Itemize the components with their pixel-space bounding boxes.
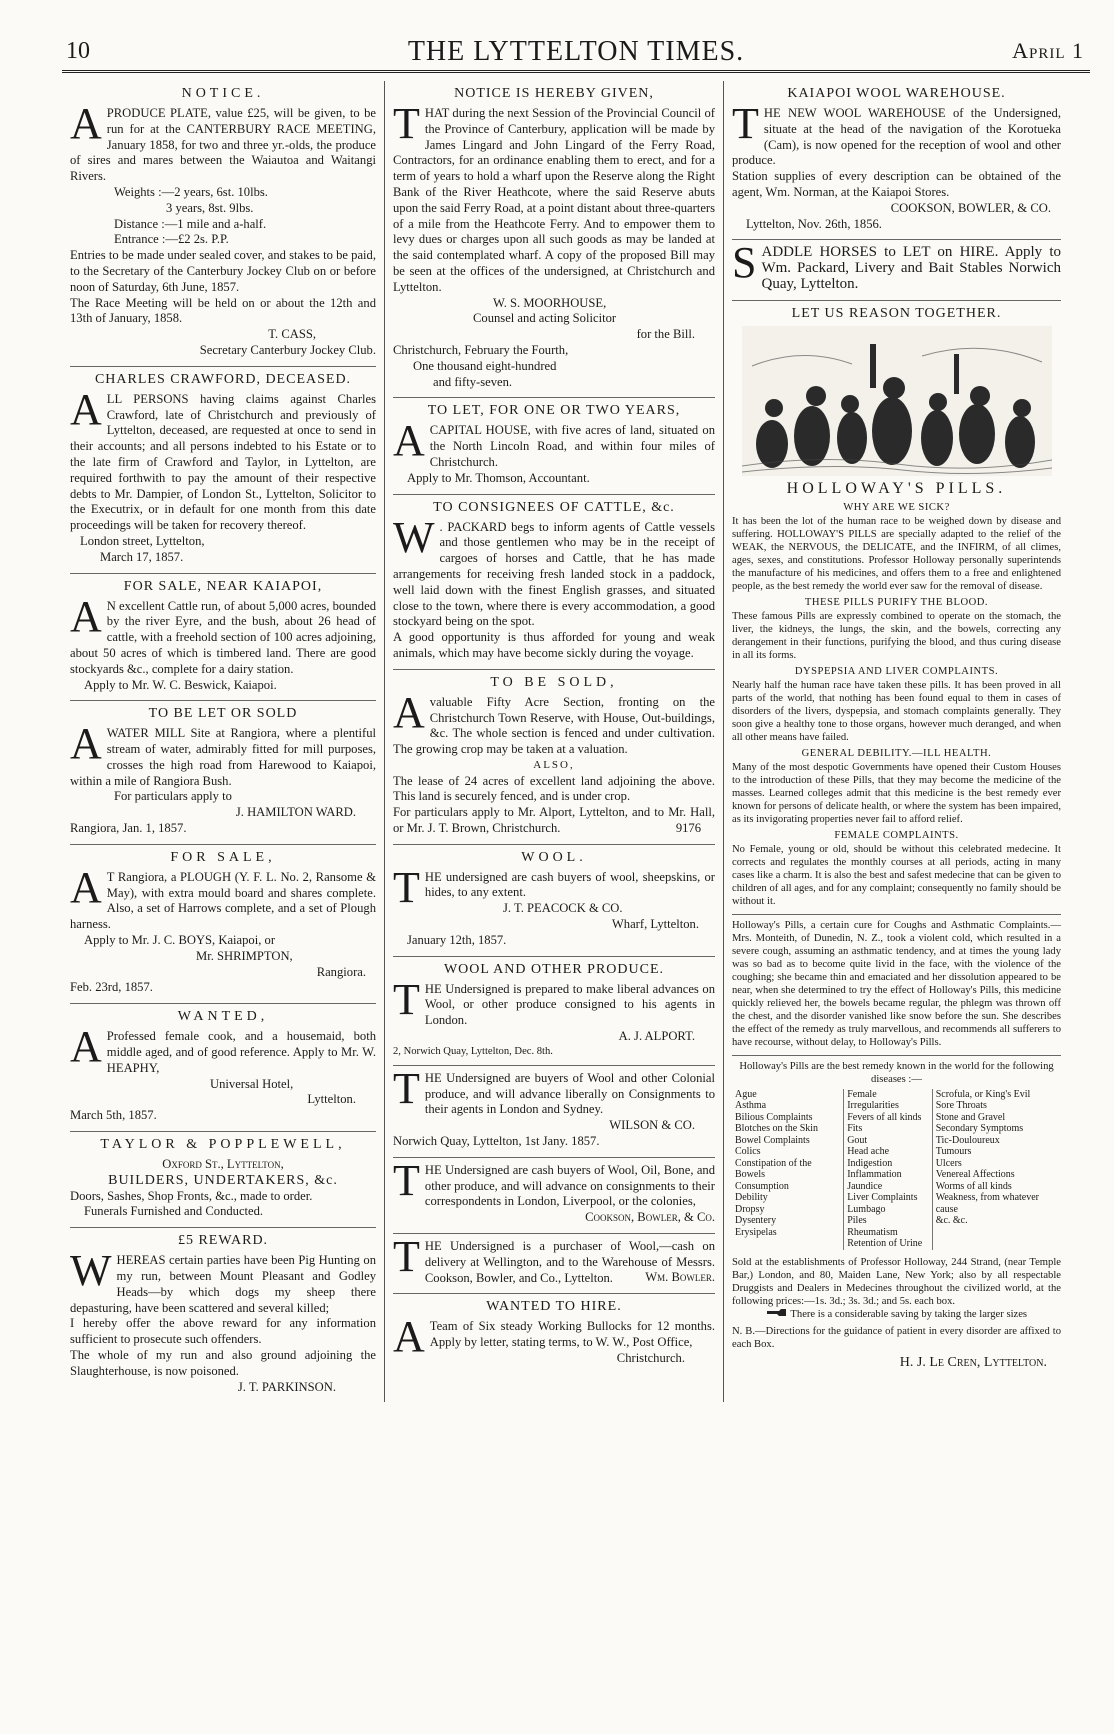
ad-line: March 5th, 1857. [70,1108,157,1123]
ad-body: HEREAS certain parties have been Pig Hunting on my run, between Mount Pleasant and Godley Heads—by which dogs my sheep there depasturing, have been scattered and several killed; [70,1253,376,1315]
disease-item: Indigestion [847,1157,893,1169]
ad-body: Entries to be made under sealed cover, and stakes to be paid, to the Secretary of the Canterbury Jockey Club on or before noon of Saturday, 6th June, 1857. [70,248,376,294]
ad-body: Station supplies of every description can be obtained of the agent, Wm. Norman, at the Kaiapoi Stores. [732,169,1061,199]
ad-taylor-popplewell [70,1132,376,1228]
disease-item: Tic-Douloureux [935,1134,1000,1146]
ad-heading: NOTICE. [181,86,265,101]
ad-body: T Rangiora, a PLOUGH (Y. F. L. No. 2, Ransome & May), with extra mould board and shares complete. Also, a set of Harrows complete, and a set of Plough harness. [70,869,376,932]
ad-body: HE NEW WOOL WAREHOUSE of the Undersigned, situate at the head of the navigation of the Korotueka (Cam), is now opened for the reception of wool and other produce. [732,106,1061,168]
ad-line: Oxford St., Lyttelton, [162,1157,284,1172]
section-title: GENERAL DEBILITY.—ILL HEALTH. [801,747,992,759]
diseases-intro: Holloway's Pills are the best remedy known in the world for the following diseases :— [739,1060,1054,1085]
ad-body: WATER MILL Site at Rangiora, where a plentiful stream of water, admirably fitted for mill purposes, crosses the high road from Harewood to Kaiapoi, within a mile of Rangiora Bush. [70,726,376,788]
column-3 [724,81,1069,1402]
disease-item: Retention of Urine [847,1238,923,1250]
disease-item: Dropsy [735,1203,765,1215]
ad-saddle-horses [732,240,1061,300]
disease-item: Blotches on the Skin [735,1123,819,1135]
drop-cap: T [393,1232,420,1282]
disease-item: Scrofula, or King's Evil [935,1088,1031,1100]
ad-signature: for the Bill. [636,327,695,342]
ad-heading: WOOL AND OTHER PRODUCE. [443,961,665,977]
drop-cap: T [393,862,420,912]
drop-cap: A [393,416,425,466]
ad-body: LL PERSONS having claims against Charles Crawford, late of Christchurch and previously of Lyttelton, deceased, are requested at once to send in their accounts; and all persons indebted to his Estate or to the late firm of Crawford and Taylor, in Lyttelton, are required forthwith to pay the amount of their respective debts to Mr. Dampier, of London St., Lyttelton, Solicitor to the Executrix, or in default for one month from this date proceedings will be taken for recovery thereof. [70,391,376,533]
section-title: FEMALE COMPLAINTS. [834,829,959,841]
ad-body: ADDLE HORSES to LET on HIRE. Apply to Wm. Packard, Livery and Bait Stables Norwich Quay, Lyttelton. [761,244,1061,292]
ad-body: valuable Fifty Acre Section, fronting on the Christchurch Town Reserve, with House, Out-buildings, &c. The whole section is fenced and under cultivation. The growing crop may be taken at a valuation. [393,694,715,757]
drop-cap: T [393,99,420,148]
ad-signature: J. HAMILTON WARD. [235,805,356,820]
ad-line: Mr. SHRIMPTON, [196,948,293,963]
ad-body: N excellent Cattle run, of about 5,000 acres, bounded by the river Eyre, and the bush, about 26 head of cattle, with a freehold section of 100 acres adjoining, about 50 acres of which is timbered land. There are good stockyards &c., complete for a dairy station. [70,598,376,676]
ad-number: 9176 [675,820,701,835]
ad-heading: CHARLES CRAWFORD, DECEASED. [94,371,352,387]
issue-date: April 1 [1012,38,1084,63]
disease-item: Worms of all kinds [935,1180,1012,1192]
ad-body: PRODUCE PLATE, value £25, will be given, to be run for at the CANTERBURY RACE MEETING, January 1858, for two and three yr.-olds, the produce of sires and mares between the Waiautoa and Waitangi Rivers. [70,106,376,184]
ad-body: HAT during the next Session of the Provincial Council of the Province of Canterbury, application will be made by James Lingard and John Lingard of the Ferry Road, Contractors, for an ordinance enabling them to erect, and for a term of years to hold a wharf upon the Reserve along the Right Bank of the River Heathcote, where the said Reserve abuts upon the said Ferry Road, at a point distant about three-quarters of a mile from the Heathcote Ferry. And to empower them to levy dues or charges upon all such goods as may be landed at the said contemplated wharf. A copy of the proposed Bill may be seen at the offices of the undersigned, at Christchurch and Lyttelton. [393,106,715,294]
disease-item: Liver Complaints [847,1192,918,1204]
disease-item: Fits [847,1123,863,1135]
ad-body: The Race Meeting will be held on or about the 12th and 13th of January, 1858. [70,295,376,326]
ad-to-be-sold [393,670,715,845]
diseases-column [732,1089,844,1250]
ad-apply: Apply to Mr. Thomson, Accountant. [407,470,590,485]
ad-heading: TO BE LET OR SOLD [148,706,298,722]
agent-signature: H. J. Le Cren, Lyttelton. [899,1354,1047,1370]
disease-item: Stone and Gravel [935,1111,1006,1123]
disease-item: Bilious Complaints [735,1111,813,1123]
ad-body: A good opportunity is thus afforded for young and weak animals, which may have become sickly during the voyage. [393,630,715,660]
ad-charles-crawford [70,367,376,574]
disease-item: Fevers of all kinds [847,1111,922,1123]
ad-heading: TAYLOR & POPPLEWELL, [100,1137,346,1153]
disease-item: Colics [735,1146,761,1158]
section-text: Many of the most despotic Governments have opened their Custom Houses to the introduction of these Pills, that they may become the medicine of the masses. Learned colleges admit that this medicine is the best remedy ever known for persons of delicate health, or where the system has been impaired, as its invigorating properties never fail to afford relief. [732,761,1061,825]
section-title: THESE PILLS PURIFY THE BLOOD. [804,596,989,608]
ad-body: HE Undersigned are buyers of Wool and other Colonial produce, and will advance liberally on Consignments to their agents in London and Sydney. [424,1070,715,1117]
diseases-table [732,1089,1061,1250]
ad-signature: Christchurch. [616,1350,685,1365]
ad-body: The lease of 24 acres of excellent land adjoining the above. This land is securely fenced, and is under crop. [393,773,715,804]
page-number: 10 [66,38,90,64]
section-text: Nearly half the human race have taken these pills. It has been proved in all parts of the world, that nothing has been found equal to them in cases of disorders of the livers, dyspepsia, and stomach complaints generally. They soon give a healthy tone to those organs, however much deranged, and when all other means have failed. [732,679,1061,743]
ad-line: Apply to Mr. J. C. BOYS, Kaiapoi, or [84,933,276,948]
drop-cap: A [70,384,102,434]
disease-item: Rheumatism [847,1226,898,1238]
disease-item: Tumours [935,1146,972,1158]
ad-line: Lyttelton. [307,1092,356,1107]
newspaper-title: THE LYTTELTON TIMES. [407,36,745,67]
ad-heading: NOTICE IS HEREBY GIVEN, [454,86,654,101]
ad-body: I hereby offer the above reward for any information sufficient to prosecute such offenders. [70,1316,376,1347]
diseases-column [844,1089,932,1250]
disease-item: Female Irregularities [847,1088,899,1112]
ad-cookson [393,1155,715,1234]
ad-heading: WOOL. [521,849,587,865]
ad-line: Distance :—1 mile and a-half. [114,216,267,231]
ad-line: Feb. 23rd, 1857. [70,980,153,995]
nb-note: N. B.—Directions for the guidance of patient in every disorder are affixed to each Box. [732,1325,1061,1350]
ad-line: Entrance :—£2 2s. P.P. [114,232,229,247]
diseases-column [932,1089,1061,1250]
disease-item: Ulcers [935,1157,962,1169]
drop-cap: W [393,512,435,562]
ad-bowler [393,1234,715,1294]
ad-heading: TO CONSIGNEES OF CATTLE, &c. [433,499,675,515]
drop-cap: A [393,1312,425,1362]
ad-apply: Apply to Mr. W. C. Beswick, Kaiapoi. [84,677,277,692]
drop-cap: T [393,1063,420,1113]
ad-signature: T. CASS, [268,327,316,342]
ad-body: For particulars apply to Mr. Alport, Lyttelton, and to Mr. Hall, or Mr. J. T. Brown, Christchurch. [393,805,715,836]
disease-item: Head ache [847,1146,890,1158]
ad-body: HE Undersigned is prepared to make liberal advances on Wool, or other produce consigned to his agents in London. [424,981,715,1028]
ad-also: ALSO, [533,758,575,771]
drop-cap: T [393,1155,420,1205]
disease-item: Debility [735,1192,768,1204]
section-title: DYSPEPSIA AND LIVER COMPLAINTS. [794,665,999,677]
ad-heading: £5 REWARD. [177,1233,269,1249]
ad-consignees-cattle [393,495,715,670]
engraving-illustration [742,326,1052,476]
ad-signature: J. T. PEACOCK & CO. [503,901,623,916]
ad-heading: FOR SALE, NEAR KAIAPOI, [123,578,323,594]
drop-cap: T [732,99,759,148]
disease-item: Constipation of the Bowels [735,1157,812,1181]
ad-heading: LET US REASON TOGETHER. [791,305,1002,321]
ad-line: Lyttelton, Nov. 26th, 1856. [746,216,882,231]
ad-reward [70,1228,376,1402]
drop-cap: A [70,99,102,148]
drop-cap: A [70,591,102,641]
ad-plough-sale [70,845,376,1004]
column-1 [62,81,385,1402]
ad-line: For particulars apply to [114,789,232,804]
drop-cap: W [70,1246,112,1296]
ad-notice-given [393,81,715,398]
disease-item: Ague [735,1088,757,1100]
ad-body: Professed female cook, and a housemaid, both middle aged, and of good reference. Apply to Mr. W. HEAPHY, [106,1029,376,1075]
ad-signature: W. S. MOORHOUSE, [493,295,607,310]
drop-cap: S [732,238,757,288]
ad-produce-plate [70,81,376,367]
ad-line: Rangiora, Jan. 1, 1857. [70,821,187,836]
disease-item: Gout [847,1134,868,1146]
disease-item: Consumption [735,1180,789,1192]
ad-line: 3 years, 8st. 9lbs. [166,200,254,215]
ad-line: Christchurch, February the Fourth, [393,342,569,357]
ad-heading: WANTED TO HIRE. [486,1299,622,1315]
ad-kaiapoi-wool [732,81,1061,240]
ad-body: Team of Six steady Working Bullocks for 12 months. Apply by letter, stating terms, to W. W., Post Office, [429,1319,715,1349]
ad-small-line: 2, Norwich Quay, Lyttelton, Dec. 8th. [393,1045,553,1057]
ad-wanted-hire [393,1294,715,1373]
disease-item: Jaundice [847,1180,883,1192]
ad-heading: KAIAPOI WOOL WAREHOUSE. [787,86,1006,101]
ad-body: CAPITAL HOUSE, with five acres of land, situated on the North Lincoln Road, and within four miles of Christchurch. [429,423,715,469]
ad-signature: Wharf, Lyttelton. [611,917,699,932]
ad-line: March 17, 1857. [100,549,184,564]
section-title: WHY ARE WE SICK? [843,501,950,513]
disease-item: Asthma [735,1100,767,1112]
drop-cap: T [393,974,420,1024]
pills-title: HOLLOWAY'S PILLS. [786,479,1007,497]
ad-line: Weights :—2 years, 6st. 10lbs. [114,184,268,199]
drop-cap: A [393,687,425,737]
ad-line: Rangiora. [316,964,366,979]
ad-signature: WILSON & CO. [609,1118,695,1133]
ad-signature: Counsel and acting Solicitor [473,311,617,326]
ad-line: London street, Lyttelton, [80,533,205,548]
disease-item: &c. &c. [935,1215,968,1227]
disease-item: Piles [847,1215,867,1227]
ad-body: HE Undersigned are cash buyers of Wool, Oil, Bone, and other produce, and will advance on consignments to their correspondents in London, Liverpool, or the colonies, [424,1162,715,1209]
ad-holloway-pills [732,301,1061,1378]
ad-signature: COOKSON, BOWLER, & CO. [890,200,1051,215]
ad-signature: Secretary Canterbury Jockey Club. [199,342,376,357]
pointing-hand-icon [766,1308,788,1317]
section-text: It has been the lot of the human race to be weighed down by disease and suffering. HOLLOWAY'S PILLS are specially adapted to the relief of the WEAK, the NERVOUS, the DELICATE, and the INFIRM, of all climes, ages, sexes, and constitutions. Professor Holloway personally superintends the manufacture of his medicines, and offers them to a free and enlightened people, as the best remedy the world ever saw for the removal of disease. [732,515,1061,592]
disease-item: Venereal Affections [935,1169,1015,1181]
disease-item: Erysipelas [735,1226,777,1238]
ad-sale-kaiapoi [70,574,376,702]
ad-signature: Wm. Bowler. [645,1270,715,1285]
disease-item: Dysentery [735,1215,777,1227]
disease-item: Inflammation [847,1169,902,1181]
disease-item: Bowel Complaints [735,1134,810,1146]
column-2 [385,81,724,1402]
ad-wanted-cook [70,1004,376,1132]
ad-line: One thousand eight-hundred [413,358,557,373]
ad-signature: J. T. PARKINSON. [237,1379,336,1394]
section-text: No Female, young or old, should be without this celebrated medecine. It corrects and regulates the monthly courses at all periods, acting in many cases like a charm. It is also the best and safest medecine that can be given to children of all ages, and for any complaint; consequently no family should be without it. [732,843,1061,907]
ad-body: . PACKARD begs to inform agents of Cattle vessels and those gentlemen who may be in the receipt of cargoes of horses and Cattle, that he has made arrangements for receiving fresh landed stock in a paddock, well laid down with the finest English grasses, and situated close to the town, where there is every accommodation, a good stockyard being on the spot. [393,519,715,629]
ad-heading: FOR SALE, [170,849,276,865]
ad-heading: WANTED, [177,1009,269,1025]
masthead [62,30,1090,73]
disease-item: Weakness, from whatever cause [935,1192,1040,1215]
ad-line: BUILDERS, UNDERTAKERS, &c. [108,1172,338,1188]
ad-signature: A. J. ALPORT. [618,1029,695,1044]
ad-line: and fifty-seven. [433,374,513,389]
ad-wool [393,845,715,957]
disease-item: Lumbago [847,1203,886,1215]
section-text: These famous Pills are expressly combined to operate on the stomach, the liver, the kidneys, the lungs, the skin, and the bowels, correcting any derangement in their functions, purifying the blood, and thus curing disease in all its forms. [732,610,1061,661]
saving-note: There is a considerable saving by taking the larger sizes [790,1308,1028,1320]
testimonial: Holloway's Pills, a certain cure for Coughs and Asthmatic Complaints.—Mrs. Monteith, of Dunedin, N. Z., took a violent cold, which resulted in a severe cough, assuming an asthmatic tendency, and at times the young lady was so bad as to become quite livid in the face, with the violence of the coughing; she became thin and emaciated and her dissolution appeared to be near, when she determined to try the effect of Holloway's Pills, this medicine quickly relieved her, the bowels became regular, the phlegm was thrown off the chest, and the disorder vanished like snow before the sun. She describes the effect of the remedy as truly marvellous, and recommends all sufferers to have recourse, without delay, to Holloway's Pills. [732,919,1061,1048]
ad-body: Doors, Sashes, Shop Fronts, &c., made to order. [70,1188,313,1203]
disease-item: Secondary Symptoms [935,1123,1024,1135]
ad-heading: TO BE SOLD, [490,674,618,690]
disease-item: Sore Throats [935,1100,987,1112]
ad-to-let [393,398,715,494]
ad-body: Funerals Furnished and Conducted. [84,1204,264,1219]
ad-body: The whole of my run and also ground adjoining the Slaughterhouse, is now poisoned. [70,1348,376,1378]
ad-line: Norwich Quay, Lyttelton, 1st Jany. 1857. [393,1134,600,1149]
ad-heading: TO LET, FOR ONE OR TWO YEARS, [427,403,681,419]
drop-cap: A [70,719,102,769]
ad-wilson [393,1063,715,1158]
ad-signature: Cookson, Bowler, & Co. [585,1210,715,1225]
drop-cap: A [70,1022,102,1072]
ad-water-mill [70,701,376,845]
ad-body: HE undersigned are cash buyers of wool, sheepskins, or hides, to any extent. [424,869,715,900]
ad-line: Universal Hotel, [210,1076,294,1091]
ad-wool-produce [393,957,715,1066]
drop-cap: A [70,862,102,912]
ad-line: January 12th, 1857. [407,932,507,947]
ad-body: HE Undersigned is a purchaser of Wool,—cash on delivery at Wellington, and to the Warehouse of Messrs. Cookson, Bowler, and Co., Lyttelton. [424,1239,715,1285]
sold-at: Sold at the establishments of Professor Holloway, 244 Strand, (near Temple Bar,) London, and 80, Maiden Lane, New York; also by all respectable Druggists and Dealers in Medecines throughout the civilized world, at the following prices:—1s. 3d.; 3s. 3d.; and 5s. each box. [732,1256,1061,1307]
